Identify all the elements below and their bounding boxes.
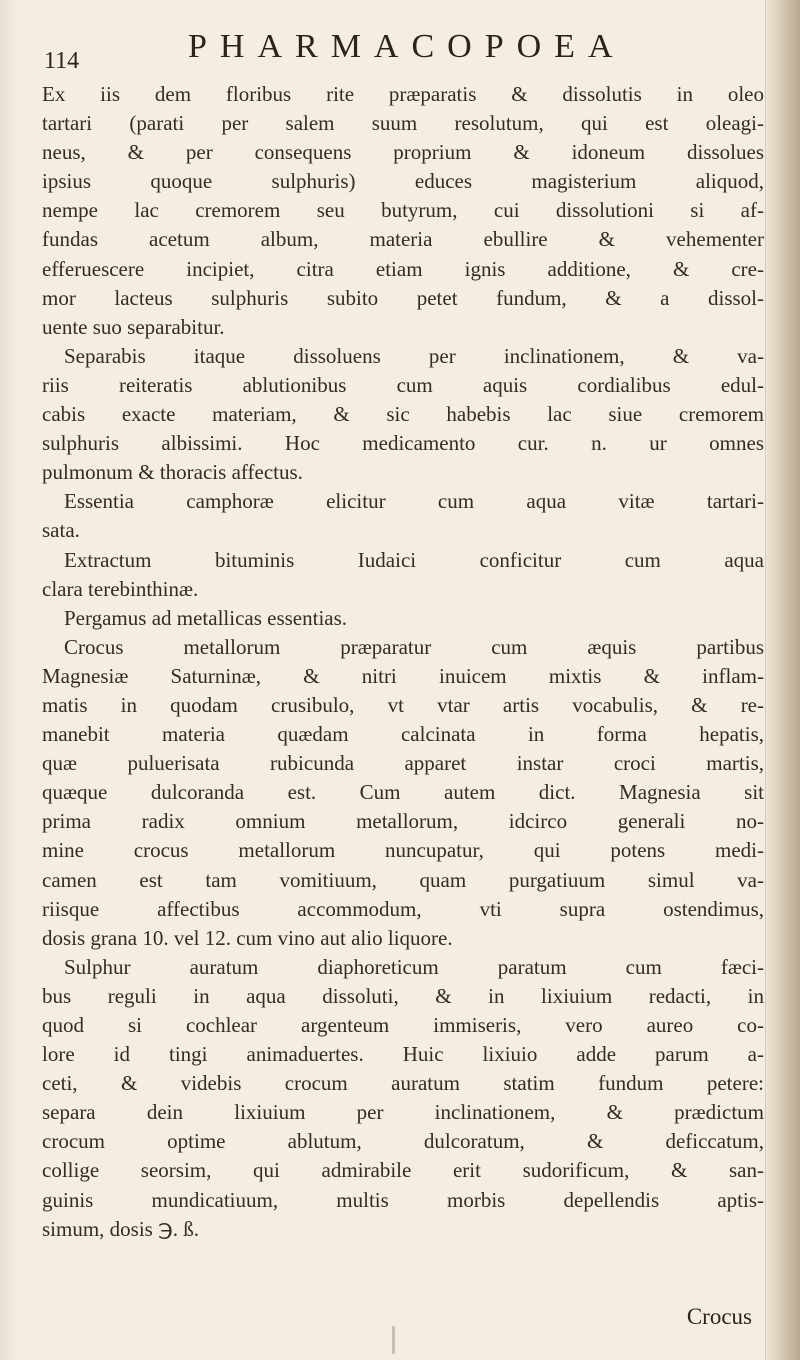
text-line: riisque affectibus accommodum, vti supra ostendimus, [42,896,764,921]
text-line: Magnesiæ Saturninæ, & nitri inuicem mixtis & inflam- [42,663,764,688]
text-line: manebit materia quædam calcinata in forma hepatis, [42,722,764,747]
text-line: matis in quodam crusibulo, vt vtar artis vocabulis, & re- [42,692,764,717]
text-line: uente suo separabitur. [42,314,225,339]
text-line: guinis mundicatiuum, multis morbis depellendis aptis- [42,1187,764,1212]
text-line: Crocus metallorum præparatur cum æquis partibus [64,634,764,659]
body-text [42,80,764,1244]
catchword: Crocus [686,1304,752,1329]
text-line: efferuescere incipiet, citra etiam ignis additione, & cre- [42,256,764,281]
text-line: camen est tam vomitiuum, quam purgatiuum simul va- [42,867,764,892]
text-line: quæque dulcoranda est. Cum autem dict. Magnesia sit [42,780,764,805]
text-line: quod si cochlear argenteum immiseris, vero aureo co- [42,1013,764,1037]
text-line: nempe lac cremorem seu butyrum, cui dissolutioni si af- [42,198,764,223]
text-line: fundas acetum album, materia ebullire & vehementer [42,227,764,252]
text-line: Sulphur auratum diaphoreticum paratum cum fæci- [64,954,764,979]
text-line: lore id tingi animaduertes. Huic lixiuio adde parum a- [42,1042,764,1067]
text-line: Essentia camphoræ elicitur cum aqua vitæ tartari- [64,489,764,514]
text-line: simum, dosis ℈. ß. [42,1216,200,1241]
text-line: dosis grana 10. vel 12. cum vino aut alio liquore. [42,925,453,950]
text-line: quæ puluerisata rubicunda apparet instar croci martis, [42,751,764,776]
text-line: clara terebinthinæ. [42,576,199,601]
text-line: Pergamus ad metallicas essentias. [64,605,348,630]
text-line: sulphuris albissimi. Hoc medicamento cur. n. ur omnes [42,431,764,456]
page-gutter-shadow [0,0,18,1360]
text-line: mor lacteus sulphuris subito petet fundum, & a dissol- [42,285,764,310]
text-line: tartari (parati per salem suum resolutum, qui est oleagi- [42,111,764,136]
text-line: pulmonum & thoracis affectus. [42,460,303,485]
text-line: crocum optime ablutum, dulcoratum, & deficcatum, [42,1129,764,1154]
text-line: Extractum bituminis Iudaici conficitur cum aqua [64,547,764,572]
text-line: bus reguli in aqua dissoluti, & in lixiuium redacti, in [42,983,764,1008]
text-line: ceti, & videbis crocum auratum statim fundum petere: [42,1071,764,1096]
running-head: PHARMACOPOEA [188,28,626,65]
text-line: separa dein lixiuium per inclinationem, & prædictum [42,1100,764,1125]
text-line: Ex iis dem floribus rite præparatis & dissolutis in oleo [42,82,764,106]
text-line: neus, & per consequens proprium & idoneum dissolues [42,140,764,165]
text-line: sata. [42,518,80,543]
text-line: mine crocus metallorum nuncupatur, qui potens medi- [42,838,764,863]
text-line: Separabis itaque dissoluens per inclinationem, & va- [64,343,764,368]
page-number: 114 [44,48,80,74]
text-line: ipsius quoque sulphuris) educes magisterium aliquod, [42,169,764,194]
text-line: cabis exacte materiam, & sic habebis lac siue cremorem [42,402,764,427]
text-line: prima radix omnium metallorum, idcirco generali no- [42,809,764,834]
text-line: riis reiteratis ablutionibus cum aquis cordialibus edul- [42,372,764,397]
ink-mark [392,1326,395,1354]
page-fore-edge [765,0,800,1360]
text-line: collige seorsim, qui admirabile erit sudorificum, & san- [42,1158,764,1183]
